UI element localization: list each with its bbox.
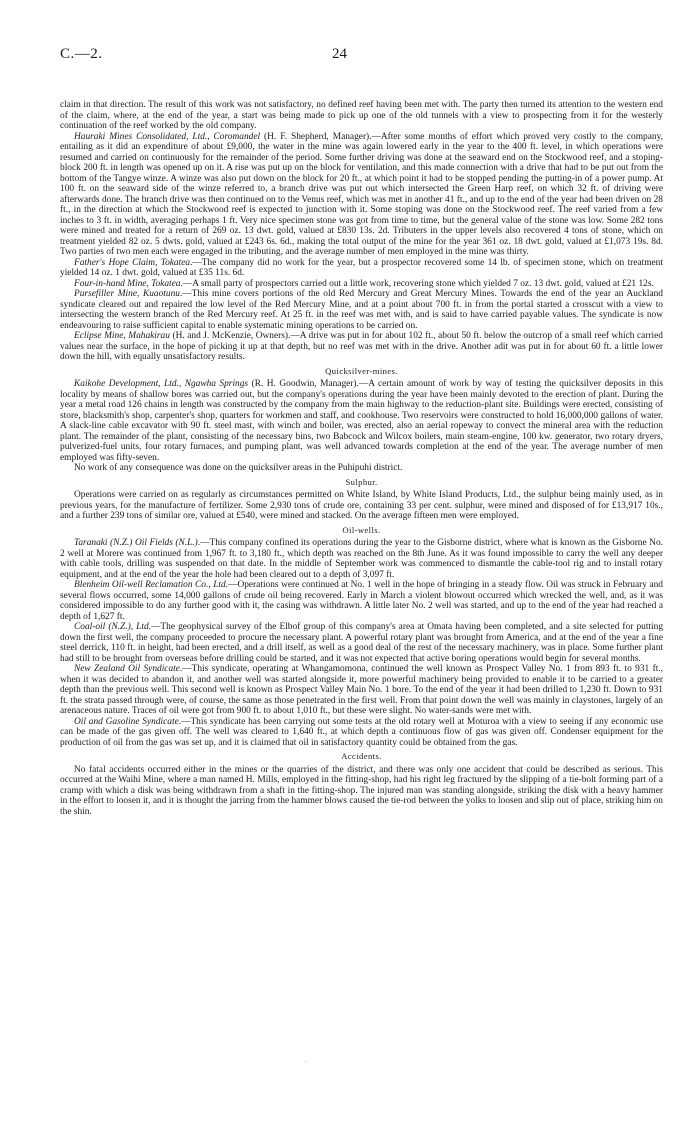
body-paragraph — [60, 258, 663, 279]
body-paragraph — [60, 717, 663, 749]
paragraph-text: .—This syndicate has been carrying out some tests at the old rotary well at Moturoa with a view to seeing if any economic use can be made of the gas given off. The well was cleared to 1,640 ft., at which depth a continuous flow of gas was given off. Condenser equipment for the production of oil from the gas was set up, and it is claimed that oil in satisfactory quantity could be obtained from the gas. — [60, 716, 663, 748]
paragraph-text: —The geophysical survey of the Elbof group of this company's area at Omata having been completed, and a site selected for putting down the first well, the company proceeded to procure the necessary plant. A powerful rotary plant was brought from America, and at the end of the year a fine steel derrick, 110 ft. in height, had been erected, and a drill itself, as well as a good deal of the rest of the necessary machinery, was in place. Some further plant had still to be brought from overseas before drilling could be started, and it was not expected that active boring operations would begin for several months. — [60, 622, 664, 664]
section-heading: Accidents. — [341, 751, 382, 761]
paragraph-text: —Operations were continued at No. 1 well in the hope of bringing in a steady flow. Oil was struck in February and several flows occurred, some 14,000 gallons of crude oil being recovered. Early in March a violent blowout occurred which wrecked the well, and, as it was considered impossible to do any further good with it, the casing was withdrawn. A little later No. 2 well was started, and up to the end of the year had reached a depth of 1,627 ft. — [60, 580, 663, 622]
paragraph-text: .—This syndicate, operating at Whangamomona, continued the well known as Prospect Valley No. 1 from 893 ft. to 931 ft., when it was decided to abandon it, and another well was started alongside it, more powerful machinery being provided to enable it to be carried to a greater depth than the previous well. This second well is known as Prospect Valley Main No. 1 bore. To the end of the year it had been drilled to 1,230 ft. Down to 931 ft. the strata passed through were, of course, the same as those penetrated in the first well. From that point down the well was mainly in claystones, largely of an arenaceous nature. Traces of oil were got from 900 ft. to about 1,010 ft., but these were slight. No water-sands were met with. — [60, 664, 663, 716]
entity-title: Blenheim Oil-well Reclamation Co., Ltd. — [74, 580, 229, 590]
paragraph-text: (R. H. Goodwin, Manager).—A certain amount of work by way of testing the quicksilver deposits in this locality by means of shallow bores was carried out, but the company's operations during the year have been mainly devoted to the erection of plant. During the year a metal road 126 chains in length was constructed by the company from the main highway to the reduction-plant site. Buildings were erected, consisting of store, blacksmith's shop, carpenter's shop, quarters for workmen and staff, and cookhouse. Two reservoirs were constructed to hold 16,000,000 gallons of water. A slack-line cable excavator with 90 ft. steel mast, with winch and boiler, was erected, also an aerial ropeway to convect the mineral area with the reduction plant. The remainder of the plant, consisting of the necessary bins, two Babcock and Wilcox boilers, main steam-engine, 100 kw. generator, two rotary dryers, pulverized-fuel units, four rotary furnaces, and pumping plant, was well advanced towards completion at the end of the year. The average number of men employed was fifty-seven. — [60, 379, 663, 463]
entity-title: Kaikohe Development, Ltd., Ngawha Springs — [74, 379, 249, 389]
entity-title: Pursefiller Mine, Kuaotunu — [74, 289, 180, 299]
page-number: 24 — [332, 46, 347, 62]
entity-title: Hauraki Mines Consolidated, Ltd., Coromandel — [74, 131, 261, 142]
body-paragraph — [60, 379, 663, 463]
body-paragraph — [60, 463, 663, 474]
entity-title: Taranaki (N.Z.) Oil Fields (N.L.) — [74, 538, 198, 548]
entity-title: New Zealand Oil Syndicate — [74, 664, 180, 674]
paragraph-text: No work of any consequence was done on the quicksilver areas in the Puhipuhi district. — [74, 463, 403, 473]
paragraph-text: claim in that direction. The result of this work was not satisfactory, no defined reef having been met with. The party then turned its attention to the western end of the claim, where, at the end of the year, a start was being made to pick up one of the old tunnels with a view to prospecting from it for the westerly continuation of the reef worked by the old company. — [60, 100, 663, 131]
section-heading: Sulphur. — [345, 476, 378, 487]
paragraph-text: .—This company confined its operations during the year to the Gisborne district, where what is known as the Gisborne No. 2 well at Morere was continued from 1,967 ft. to 3,180 ft., which depth was reached on the 8th June. As it was found impossible to carry the well any deeper with cable tools, drilling was suspended on that date. In the middle of September work was commenced to dismantle the cable-tool rig and to install rotary equipment, and at the end of the year the hole had been cleared out to a depth of 3,097 ft. — [60, 538, 663, 580]
body-paragraph — [60, 580, 663, 622]
paragraph-text: .—The company did no work for the year, but a prospector recovered some 14 lb. of specimen stone, which on treatment yielded 14 oz. 1 dwt. gold, valued at £35 11s. 6d. — [60, 257, 663, 278]
section-heading: Oil-wells. — [342, 524, 381, 535]
paragraph-text: No fatal accidents occurred either in the mines or the quarries of the district, and there was only one accident that could be described as serious. This occurred at the Waihi Mine, where a man named H. Mills, employed in the fitting-shop, had his right leg fractured by the slipping of a tie-bolt forming part of a cramp with which a disk was being withdrawn from a shaft in the fitting-shop. The injured man was standing alongside, striking the disk with a heavy hammer in the effort to loosen it, and it is thought the jarring from the hammer blows caused the tie-rod between the yolks to loosen and slip out of place, striking him on the shin. — [60, 764, 663, 817]
footer-mark: . — [305, 1058, 307, 1064]
paragraph-text: .—This mine covers portions of the old Red Mercury and Great Mercury Mines. Towards the end of the year an Auckland syndicate cleared out and repaired the low level of the Red Mercury Mine, and at a point about 700 ft. in from the portal started a crosscut with a view to intersecting the western branch of the Red Mercury reef. At 25 ft. in the reef was met with, and is said to have carried payable values. The syndicate is now endeavouring to raise sufficient capital to enable systematic mining operations to be carried on. — [60, 289, 663, 331]
section-heading: Quicksilver-mines. — [325, 365, 398, 376]
body-paragraph — [60, 538, 663, 580]
entity-title: Eclipse Mine, Mahakirau — [74, 331, 170, 341]
body-paragraph — [60, 664, 663, 717]
document-reference: C.—2. — [60, 46, 103, 62]
body-paragraph — [60, 100, 663, 132]
body-paragraph — [60, 279, 663, 290]
paragraph-text: (H. and J. McKenzie, Owners).—A drive was put in for about 102 ft., about 50 ft. below the outcrop of a small reef which carried values near the surface, in the hope of picking it up at that depth, but no reef was met with in the drive. Another adit was put in for about 60 ft. a little lower down the hill, with equally unsatisfactory results. — [60, 331, 663, 362]
document-body — [60, 100, 663, 817]
entity-title: Father's Hope Claim, Tokatea — [74, 257, 191, 268]
body-paragraph — [60, 132, 663, 258]
body-paragraph — [60, 490, 663, 522]
paragraph-text: (H. F. Shepherd, Manager).—After some months of effort which proved very costly to the company, entailing as it did an expenditure of about £9,000, the water in the mine was again lowered early in the year to the 400 ft. level, in which operations were resumed and carried on continuously for the remainder of the period. Some further driving was done at the seaward end on the Stockwood reef, and a stoping-block 200 ft. in length was opened up on it. A rise was put up on the block for ventilation, and this made connection with a drive that had to be put out from the bottom of the Tangye winze. A winze was also put down on the block for 20 ft., at which point it had to be stopped pending the putting-in of a power pump. At 100 ft. on the seaward side of the winze referred to, a branch drive was put out which intersected the Green Harp reef, on which 32 ft. of driving were afterwards done. The branch drive was then continued on to the Venus reef, which was met in another 41 ft., and up to the end of the year had been driven on 28 ft., in the direction at which the Stockwood reef is expected to junction with it. Some stoping was done on the Stockwood reef. The reef varied from a few inches to 3 ft. in width, averaging perhaps 1 ft. Very nice specimen stone was got from time to time, but the general value of the stone was low. Some 282 tons were mined and treated for a return of 269 oz. 13 dwt. gold, valued at £830 13s. 2d. Tributers in the upper levels also recovered 4 tons of stone, which on treatment yielded 82 oz. 5 dwts. gold, valued at £243 6s. 6d., making the total output of the mine for the year 361 oz. 18 dwt. gold, valued at £1,073 19s. 8d. Two parties of two men each were engaged in the tributing, and the average number of men employed in the mine was thirty. — [60, 131, 663, 257]
paragraph-text: .—A small party of prospectors carried out a little work, recovering stone which yielded 7 oz. 13 dwt. gold, valued at £21 12s. — [180, 278, 654, 289]
page-header — [60, 46, 660, 68]
body-paragraph — [60, 622, 663, 664]
body-paragraph — [60, 331, 663, 363]
body-paragraph — [60, 765, 663, 818]
entity-title: Four-in-hand Mine, Tokatea — [74, 278, 181, 289]
paragraph-text: Operations were carried on as regularly as circumstances permitted on White Island, by White Island Products, Ltd., the sulphur being mainly used, as in previous years, for the manufacture of fertilizer. Some 2,930 tons of crude ore, containing 33 per cent. sulphur, were mined and disposed of for £13,917 10s., and a further 239 tons of similar ore, valued at £540, were mined and stacked. On the average fifteen men were employed. — [60, 490, 663, 521]
body-paragraph — [60, 289, 663, 331]
entity-title: Coal-oil (N.Z.), Ltd. — [74, 622, 152, 632]
entity-title: Oil and Gasoline Syndicate — [74, 716, 179, 727]
